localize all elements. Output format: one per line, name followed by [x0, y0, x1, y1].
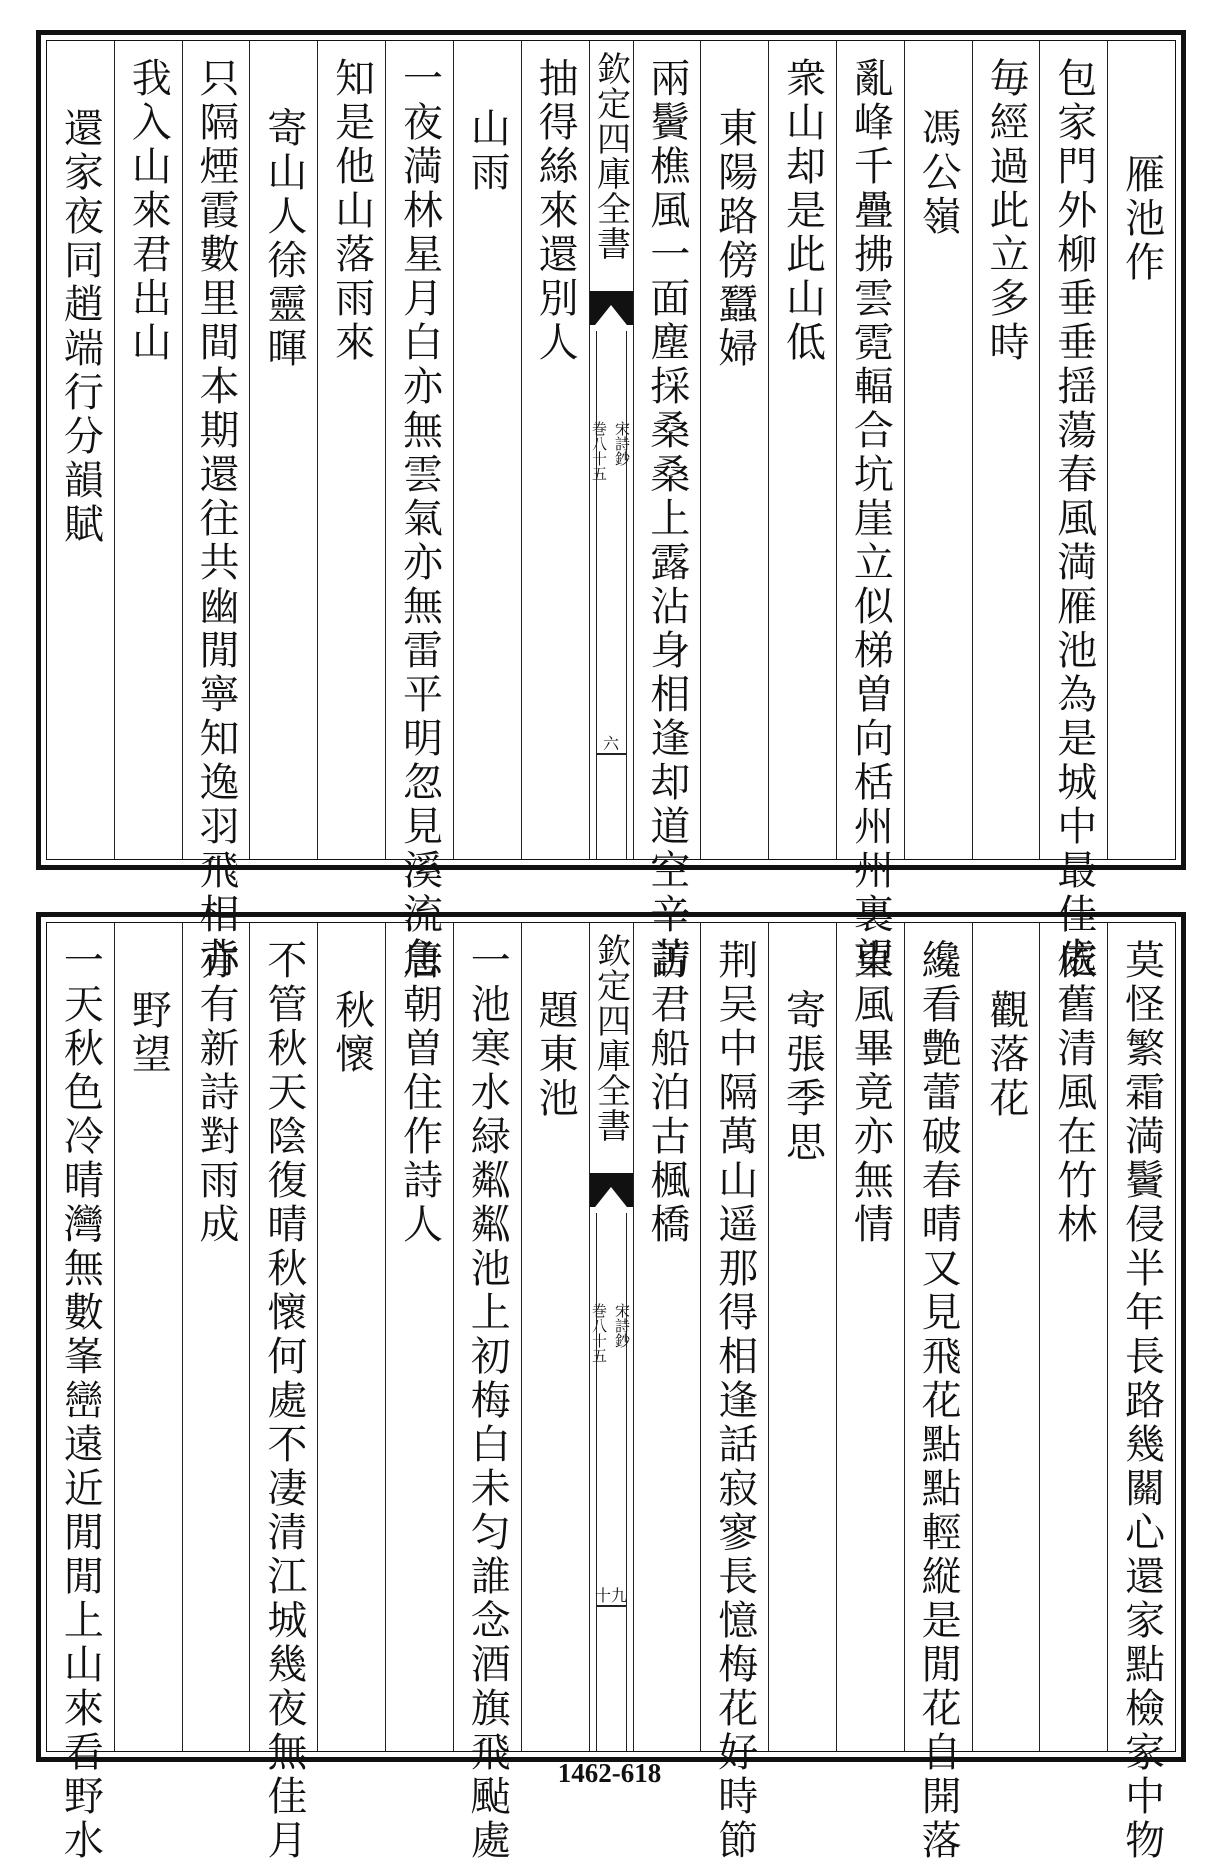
column-text: 一夜満林星月白亦無雲氣亦無雷平明忽見溪流急: [396, 57, 443, 981]
column-text: 題東池: [532, 989, 579, 1121]
column-text: 我入山來君出山: [125, 57, 172, 365]
text-column: [1039, 41, 1107, 981]
page-identifier: 1462-618: [557, 1758, 662, 1788]
column-text: 只隔煙霞數里間本期還往共幽閒寧知逸羽飛相背: [193, 57, 240, 981]
text-column: [633, 923, 701, 1751]
column-text: 兩鬢樵風一面塵採桑桑上露沾身相逢却道空辛苦: [643, 57, 690, 981]
text-column: [317, 41, 385, 859]
text-column: [249, 923, 317, 1863]
column-text: 一天秋色冷晴灣無數峯巒遠近閒閒上山來看野水: [57, 939, 104, 1863]
fold-lines: [596, 331, 627, 859]
text-column: [1039, 923, 1107, 1751]
text-column: [114, 923, 182, 1751]
column-text: 野望: [125, 989, 172, 1077]
fold-title: 欽定四庫全書: [590, 933, 631, 1143]
column-text: 莫怪繁霜満鬢侵半年長路幾關心還家點檢家中物: [1118, 939, 1165, 1863]
text-column: [633, 41, 701, 981]
text-column: [836, 923, 904, 1751]
column-text: 知是他山落雨來: [328, 57, 375, 365]
text-column: [317, 923, 385, 1751]
fishtail-mark: [590, 1173, 633, 1207]
column-text: 馮公嶺: [915, 107, 962, 239]
column-text: 纔看艶蕾破春晴又見飛花點點輕縦是閒花自開落: [915, 939, 962, 1863]
fold-rule: [596, 1605, 627, 1607]
column-text: 訪君船泊古楓橋: [643, 939, 690, 1247]
text-column: [904, 923, 972, 1863]
column-text: 依舊清風在竹林: [1050, 939, 1097, 1247]
text-column: [182, 41, 250, 981]
text-column: [836, 41, 904, 981]
fold-lines: [596, 1213, 627, 1751]
column-text: 亂峰千疊拂雲霓輻合坑崖立似梯曽向栝州州裏望: [847, 57, 894, 981]
text-column: [385, 41, 453, 981]
text-column: [453, 41, 521, 859]
fold-subtitle-left: 巻八十五: [590, 1303, 608, 1363]
fold-page-number: 六: [602, 734, 619, 753]
column-text: 亦有新詩對雨成: [193, 939, 240, 1247]
fold-subtitle-right: 宋詩鈔: [613, 421, 631, 466]
top-page-columns: [46, 40, 1176, 981]
center-fold: [589, 41, 633, 859]
text-column: [768, 41, 836, 859]
column-text: 雁池作: [1118, 153, 1165, 285]
column-text: 衆山却是此山低: [779, 57, 826, 365]
text-column: [385, 923, 453, 1751]
column-text: 秋懷: [328, 989, 375, 1077]
fold-page-number: 十九: [594, 1586, 627, 1605]
center-fold: [589, 923, 633, 1751]
fold-subtitle-left: 巻八十五: [590, 421, 608, 481]
column-text: 唐朝曽住作詩人: [396, 939, 443, 1247]
text-column: [47, 41, 114, 859]
text-column: [700, 923, 768, 1863]
text-column: [249, 41, 317, 859]
fishtail-mark: [590, 291, 633, 325]
text-column: [453, 923, 521, 1863]
column-text: 東陽路傍蠶婦: [711, 107, 758, 371]
text-column: [114, 41, 182, 859]
text-column: [1107, 41, 1175, 859]
column-text: 還家夜同趙端行分韻賦: [57, 107, 104, 547]
fold-subtitle-right: 宋詩鈔: [613, 1303, 631, 1348]
text-column: [904, 41, 972, 859]
column-text: 包家門外柳垂垂揺蕩春風満雁池為是城中最佳處: [1050, 57, 1097, 981]
column-text: 寄山人徐靈暉: [260, 107, 307, 371]
text-column: [521, 923, 589, 1751]
top-page-frame: [36, 30, 1186, 981]
fold-title: 欽定四庫全書: [590, 51, 631, 261]
text-column: [972, 41, 1040, 859]
column-text: 一池寒水緑粼粼池上初梅白未匀誰念酒旗飛颭處: [464, 939, 511, 1863]
column-text: 不管秋天陰復晴秋懷何處不凄清江城幾夜無佳月: [260, 939, 307, 1863]
column-text: 東風畢竟亦無情: [847, 939, 894, 1247]
text-column: [700, 41, 768, 859]
column-text: 寄張季思: [779, 989, 826, 1165]
fold-rule: [596, 753, 627, 755]
column-text: 山雨: [464, 107, 511, 195]
text-column: [972, 923, 1040, 1751]
text-column: [521, 41, 589, 859]
column-text: 荆吴中隔萬山遥那得相逢話寂寥長憶梅花好時節: [711, 939, 758, 1863]
column-text: 觀落花: [982, 989, 1029, 1121]
text-column: [182, 923, 250, 1751]
text-column: [1107, 923, 1175, 1863]
column-text: 毎經過此立多時: [982, 57, 1029, 365]
text-column: [47, 923, 114, 1863]
column-text: 抽得絲來還別人: [532, 57, 579, 365]
text-column: [768, 923, 836, 1751]
